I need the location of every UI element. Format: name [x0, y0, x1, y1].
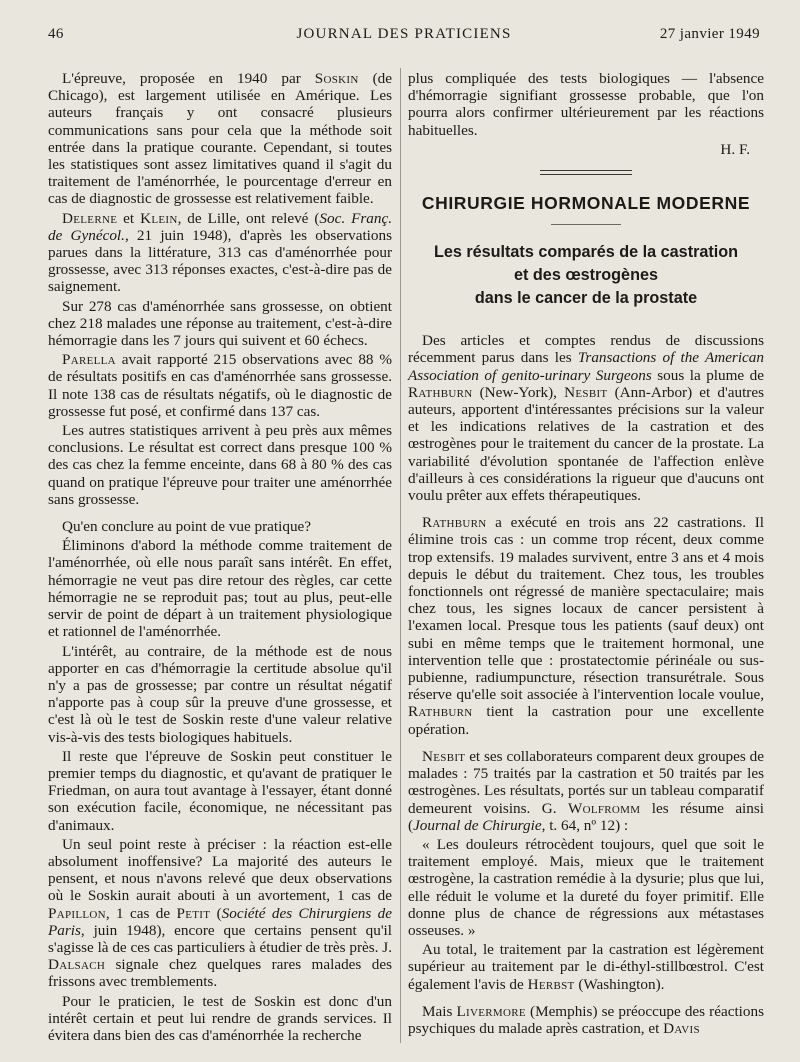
- column-divider: [400, 68, 401, 1043]
- author-signature: H. F.: [720, 140, 750, 158]
- paragraph: Les autres statistiques arrivent à peu près aux mêmes conclusions. Le résultat est correct dans presque 100 % des cas chez la femme enceinte, dans 68 à 80 % des cas quand on pratique l'épreuve pour traiter une aménorrhée sans grossesse.: [48, 422, 392, 508]
- paragraph: Parella avait rapporté 215 observations avec 88 % de résultats positifs en cas d'aménorrhée sans grossesse. Il note 138 cas de résultats négatifs, où le diagnostic de grossesse fut posé, et confirmé dans 137 cas.: [48, 351, 392, 420]
- paragraph: Sur 278 cas d'aménorrhée sans grossesse, on obtient chez 218 malades une réponse au traitement, c'est-à-dire hémorragie dans les 7 jours qui suivent et 60 échecs.: [48, 297, 392, 350]
- paragraph: Des articles et comptes rendus de discussions récemment parus dans les Transactions of the American Association of genito-urinary Surgeons sous la plume de Rathburn (New-York), Nesbit (Ann-Arbor) et d'autres auteurs, apportent d'intéressantes précisions sur la valeur et les indications relatives de la castration et des œstrogènes pour le traitement du cancer de la prostate. La variabilité d'évolution spontanée de l'affection enlève d'ailleurs à ces considérations la rigueur que d'aucuns ont voulu prêter aux effets thérapeutiques.: [408, 332, 765, 505]
- paragraph: Un seul point reste à préciser : la réaction est-elle absolument inoffensive? La majorité des auteurs le pensent, et nous n'avons relevé que deux observations où le Soskin aurait abouti à un avortement, 1 cas de Papillon, 1 cas de Petit (Société des Chirurgiens de Paris, juin 1948), encore que certains pensent qu'il s'agisse là de ces cas particuliers à étudier de très près. J. Dalsach signale chez quelques rares malades des frissons avec tremblements.: [48, 835, 392, 991]
- page-number: 46: [48, 26, 64, 42]
- title-separator: [551, 224, 621, 225]
- section-separator: [540, 170, 632, 175]
- article-title: Les résultats comparés de la castration et des œstrogènes dans le cancer de la prostate: [433, 243, 739, 308]
- right-column: [408, 70, 764, 1039]
- paragraph: Rathburn a exécuté en trois ans 22 castrations. Il élimine trois cas : un comme trop récent, deux comme trop extensifs. 19 malades survivent, entre 3 ans et 4 mois depuis le début du traitement. Chez tous, les troubles fonctionnels ont régressé de manière spectaculaire; mais chez tous, les signes locaux de cancer persistent à l'examen local. Presque tous les patients (sauf deux) ont subi en même temps que le traitement hormonal, une intervention telle que : prostatectomie périnéale ou sus-pubienne, radiumpuncture, résection transurétrale. Sous réserve qu'elle soit associée à l'intervention locale voulue, Rathburn tient la castration pour une excellente opération.: [408, 514, 764, 738]
- quotation: « Les douleurs rétrocèdent toujours, quel que soit le traitement employé. Mais, mieux que le traitement œstrogène, la castration remédie à la dysurie; plus que lui, elle réduit le volume et la dureté du foyer primitif. Elle donne plus de chance de régressions aux métastases osseuses. »: [408, 835, 764, 939]
- question-heading: Qu'en conclure au point de vue pratique?: [62, 518, 312, 536]
- paragraph: Pour le praticien, le test de Soskin est donc d'un intérêt certain et peut lui rendre de grands services. Il évitera dans bien des cas d'aménorrhée la recherche: [48, 992, 392, 1044]
- paragraph: Au total, le traitement par la castration est légèrement supérieur au traitement par le di-éthyl-stillbœstrol. C'est également l'avis de Herbst (Washington).: [408, 941, 764, 993]
- paragraph: L'épreuve, proposée en 1940 par Soskin (de Chicago), est largement utilisée en Amérique. Les auteurs français y ont consacré plusieurs communications sans pour cela que la méthode soit entrée dans la pratique courante. Cependant, si toutes les statistiques sont assez limitatives quand il s'agit du traitement de l'aménorrhée, le pourcentage d'erreur en cas de diagnostic de grossesse est relativement faible.: [48, 70, 392, 208]
- issue-date: 27 janvier 1949: [659, 26, 760, 42]
- paragraph: L'intérêt, au contraire, de la méthode est de nous apporter en cas d'hémorragie la certitude absolue qu'il n'y a pas de grossesse; par contre un résultat négatif n'apporte pas à coup sûr la preuve d'une grossesse, et c'est là où le test de Soskin reste d'une valeur relative vis-à-vis des tests biologiques habituels.: [48, 642, 392, 746]
- page-header: [40, 22, 768, 48]
- paragraph: plus compliquée des tests biologiques — l'absence d'hémorragie signifiant grossesse probable, que l'on pourra alors confirmer ultérieurement par les réactions habituelles.: [408, 70, 764, 139]
- paragraph: Mais Livermore (Memphis) se préoccupe des réactions psychiques du malade après castration, et Davis: [408, 1002, 765, 1037]
- paragraph: Delerne et Klein, de Lille, ont relevé (Soc. Franç. de Gynécol., 21 juin 1948), d'après les observations parues dans la littérature, 313 cas d'aménorrhée pour grossesse, avec 313 réponses exactes, c'est-à-dire pas de saignement.: [48, 209, 392, 296]
- journal-title: JOURNAL DES PRATICIENS: [296, 26, 512, 42]
- paragraph: Éliminons d'abord la méthode comme traitement de l'aménorrhée, où elle nous paraît sans intérêt. En effet, hémorragie ne veut pas dire retour des règles, car cette hémorragie ne se reproduit pas; tout au plus, peut-elle servir de point de départ à un traitement physiologique et rationnel de l'aménorrhée.: [48, 537, 392, 641]
- paragraph: Il reste que l'épreuve de Soskin peut constituer le premier temps du diagnostic, et qu'avant de pratiquer le Friedman, on aura tout avantage à l'essayer, étant donné son exécution facile, économique, ne nécessitant pas d'animaux.: [48, 747, 392, 834]
- left-column: [48, 70, 392, 1046]
- section-title: CHIRURGIE HORMONALE MODERNE: [421, 193, 751, 214]
- paragraph: Nesbit et ses collaborateurs comparent deux groupes de malades : 75 traités par la castration et 50 traités par les œstrogènes. Les résultats, portés sur un tableau comparatif demeurent voisins. G. Wolfromm les résume ainsi (Journal de Chirurgie, t. 64, nº 12) :: [408, 747, 764, 834]
